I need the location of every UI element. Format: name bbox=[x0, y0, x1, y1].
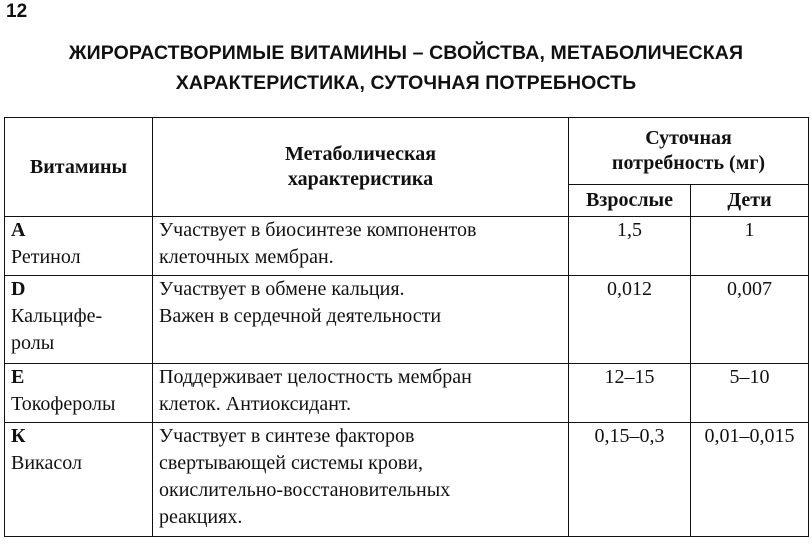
metabolic-description bbox=[153, 423, 569, 537]
adults-value: 0,15–0,3 bbox=[569, 423, 691, 537]
vitamin-name: Токоферолы bbox=[11, 393, 116, 415]
description-line: клеток. Антиоксидант. bbox=[159, 393, 352, 415]
metabolic-description bbox=[153, 364, 569, 423]
metabolic-description bbox=[153, 276, 569, 364]
page-number: 12 bbox=[6, 1, 28, 22]
header-daily bbox=[569, 118, 809, 185]
adults-value: 0,012 bbox=[569, 276, 691, 364]
vitamin-letter: Е bbox=[11, 366, 25, 388]
header-vitamins: Витамины bbox=[5, 118, 153, 217]
page-title bbox=[0, 38, 812, 98]
vitamins-table bbox=[4, 117, 809, 537]
vitamin-name: ролы bbox=[11, 332, 55, 354]
description-line: Важен в сердечной деятельности bbox=[159, 305, 442, 327]
header-metabolic bbox=[153, 118, 569, 217]
header-metabolic-line1: Метаболическая bbox=[284, 143, 437, 165]
children-value: 1 bbox=[691, 217, 809, 276]
table-row bbox=[5, 364, 809, 423]
vitamin-name: Ретинол bbox=[11, 246, 81, 268]
table-row bbox=[5, 217, 809, 276]
description-line: Участвует в синтезе факторов bbox=[159, 425, 415, 447]
vitamin-cell bbox=[5, 217, 153, 276]
header-adults: Взрослые bbox=[569, 185, 691, 217]
description-line: Поддерживает целостность мембран bbox=[159, 366, 472, 388]
header-children: Дети bbox=[691, 185, 809, 217]
header-metabolic-line2: характеристика bbox=[287, 168, 434, 190]
description-line: Участвует в обмене кальция. bbox=[159, 278, 405, 300]
description-line: реакциях. bbox=[159, 506, 243, 528]
children-value: 0,01–0,015 bbox=[691, 423, 809, 537]
header-daily-line2: потребность (мг) bbox=[611, 152, 766, 174]
table-row bbox=[5, 276, 809, 364]
vitamin-cell bbox=[5, 276, 153, 364]
vitamin-letter: К bbox=[11, 425, 26, 447]
vitamin-name: Викасол bbox=[11, 452, 82, 474]
description-line: клеточных мембран. bbox=[159, 246, 334, 268]
description-line: Участвует в биосинтезе компонентов bbox=[159, 219, 477, 241]
description-line: свертывающей системы крови, bbox=[159, 452, 424, 474]
children-value: 5–10 bbox=[691, 364, 809, 423]
adults-value: 12–15 bbox=[569, 364, 691, 423]
adults-value: 1,5 bbox=[569, 217, 691, 276]
description-line: окислительно-восстановительных bbox=[159, 479, 451, 501]
metabolic-description bbox=[153, 217, 569, 276]
header-daily-line1: Суточная bbox=[645, 127, 732, 149]
title-line-1: ЖИРОРАСТВОРИМЫЕ ВИТАМИНЫ – СВОЙСТВА, МЕТАБОЛИЧЕСКАЯ bbox=[68, 42, 744, 64]
vitamin-cell bbox=[5, 423, 153, 537]
table-row bbox=[5, 423, 809, 537]
vitamin-cell bbox=[5, 364, 153, 423]
title-line-2: ХАРАКТЕРИСТИКА, СУТОЧНАЯ ПОТРЕБНОСТЬ bbox=[175, 72, 637, 94]
children-value: 0,007 bbox=[691, 276, 809, 364]
vitamin-letter: А bbox=[11, 219, 26, 241]
vitamin-name: Кальцифе- bbox=[11, 305, 103, 327]
table-header-row bbox=[5, 118, 809, 185]
vitamin-letter: D bbox=[11, 278, 26, 300]
